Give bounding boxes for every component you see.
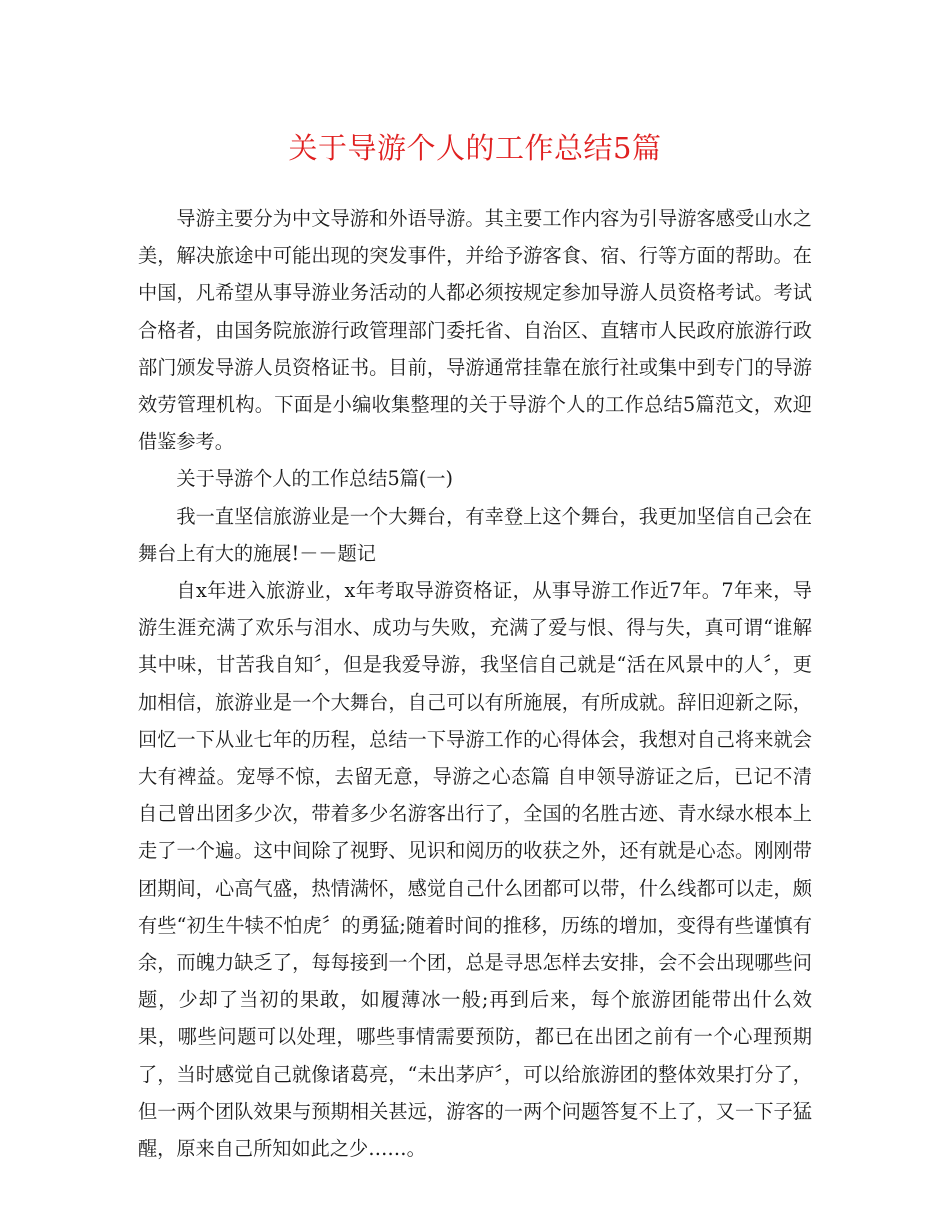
epigraph-paragraph: 我一直坚信旅游业是一个大舞台，有幸登上这个舞台，我更加坚信自己会在舞台上有大的施展!－－题记	[138, 504, 812, 565]
section-heading: 关于导游个人的工作总结5篇(一)	[176, 467, 454, 491]
body-paragraph: 自x年进入旅游业，x年考取导游资格证，从事导游工作近7年。7年来，导游生涯充满了欢乐与泪水、成功与失败，充满了爱与恨、得与失，真可谓“谁解其中味，甘苦我自知〞，但是我爱导游，我坚信自己就是“活在风景中的人〞，更加相信，旅游业是一个大舞台，自己可以有所施展，有所成就。辞旧迎新之际，回忆一下从业七年的历程，总结一下导游工作的心得体会，我想对自己将来就会大有裨益。宠辱不惊，去留无意，导游之心态篇 自申领导游证之后，已记不清自己曾出团多少次，带着多少名游客出行了，全国的名胜古迹、青水绿水根本上走了一个遍。这中间除了视野、见识和阅历的收获之外，还有就是心态。刚刚带团期间，心高气盛，热情满怀，感觉自己什么团都可以带，什么线都可以走，颇有些“初生牛犊不怕虎〞的勇猛;随着时间的推移，历练的增加，变得有些谨慎有余，而魄力缺乏了，每每接到一个团，总是寻思怎样去安排，会不会出现哪些问题，少却了当初的果敢，如履薄冰一般;再到后来，每个旅游团能带出什么效果，哪些问题可以处理，哪些事情需要预防，都已在出团之前有一个心理预期了，当时感觉自己就像诸葛亮，“未出茅庐〞，可以给旅游团的整体效果打分了，但一两个团队效果与预期相关甚远，游客的一两个问题答复不上了，又一下子猛醒，原来自己所知如此之少……。	[138, 579, 812, 1161]
document-title: 关于导游个人的工作总结5篇	[288, 131, 662, 165]
intro-paragraph: 导游主要分为中文导游和外语导游。其主要工作内容为引导游客感受山水之美，解决旅途中可能出现的突发事件，并给予游客食、宿、行等方面的帮助。在中国，凡希望从事导游业务活动的人都必须按规定参加导游人员资格考试。考试合格者，由国务院旅游行政管理部门委托省、自治区、直辖市人民政府旅游行政部门颁发导游人员资格证书。目前，导游通常挂靠在旅行社或集中到专门的导游效劳管理机构。下面是小编收集整理的关于导游个人的工作总结5篇范文，欢迎借鉴参考。	[138, 207, 812, 454]
document-body	[138, 200, 812, 1167]
